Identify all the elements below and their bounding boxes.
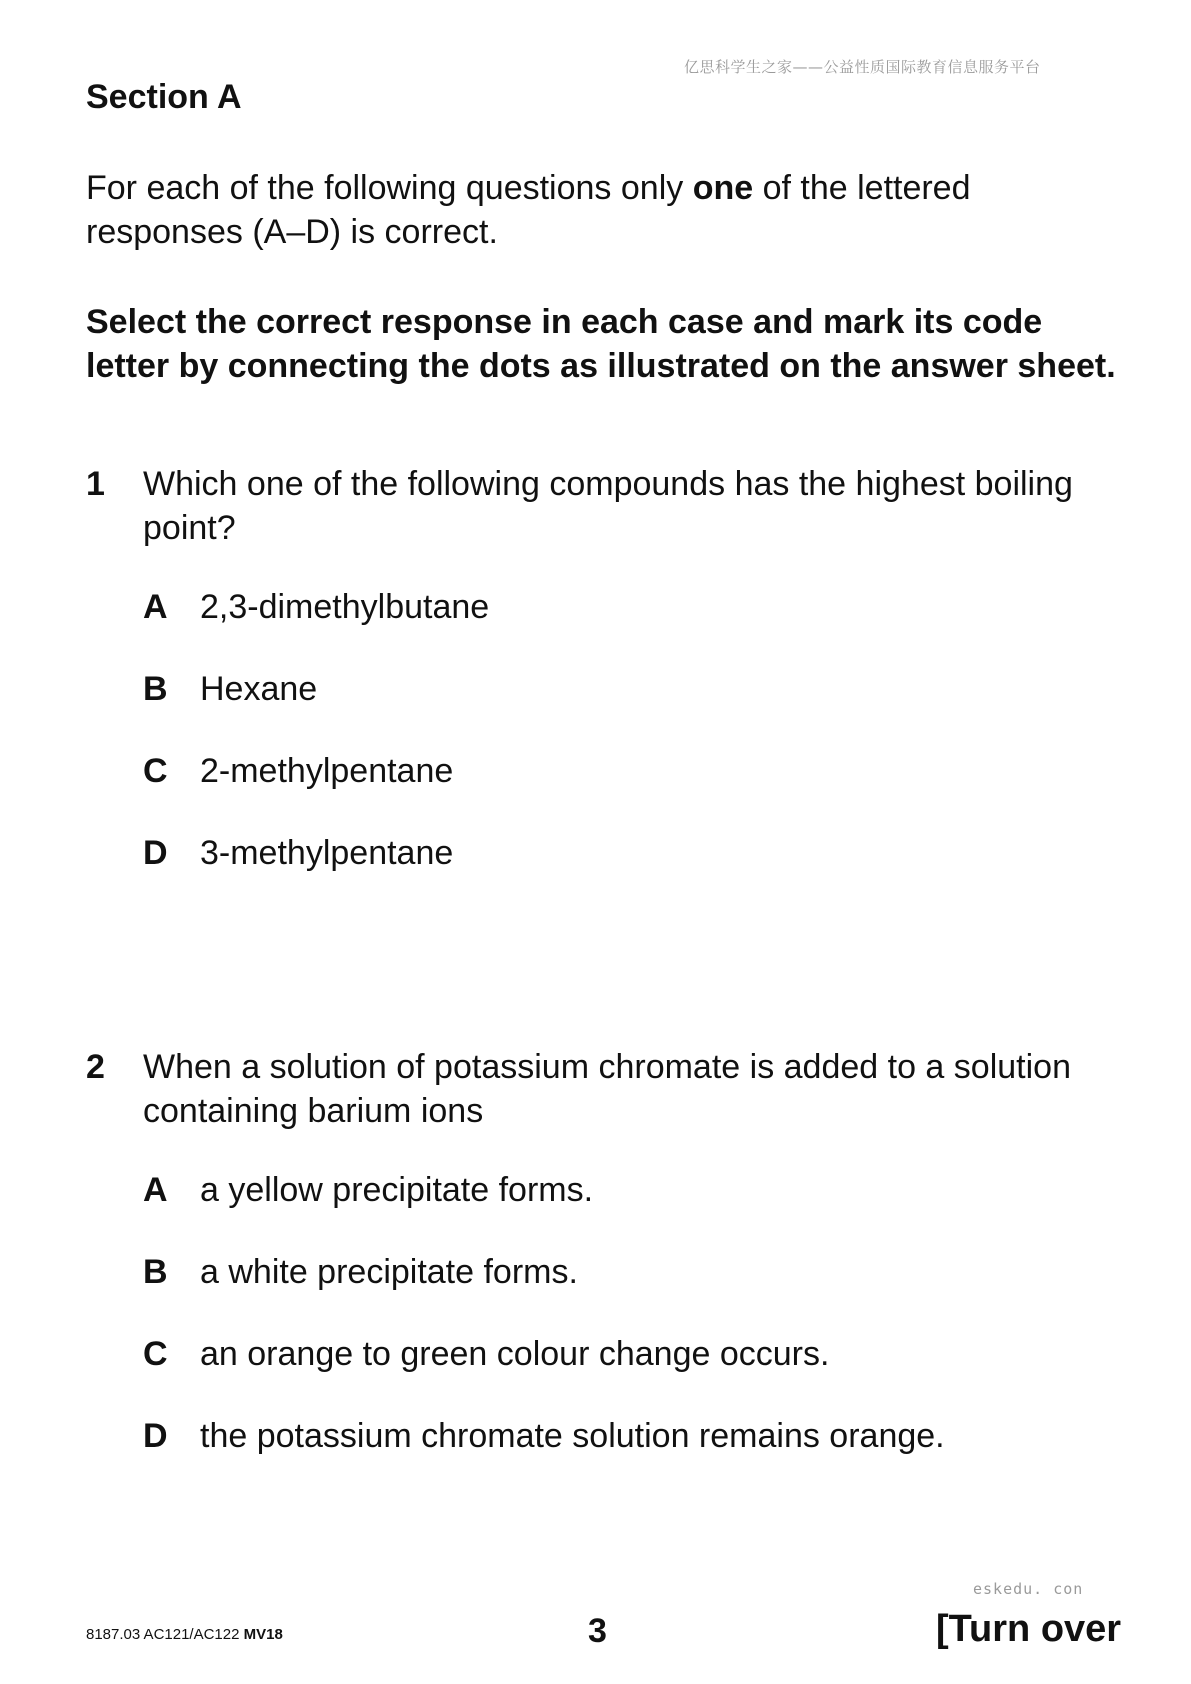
option-d <box>143 831 1123 875</box>
instructions-intro-end: of the lettered responses (A–D) is correct. <box>86 169 971 251</box>
question-number: 2 <box>86 1048 105 1086</box>
option-letter: B <box>143 670 168 708</box>
instructions-answer-method: Select the correct response in each case and mark its code letter by connecting the dots as illustrated on the answer sheet. <box>86 303 1116 385</box>
option-letter: D <box>143 834 168 872</box>
watermark-header: 亿思科学生之家——公益性质国际教育信息服务平台 <box>684 58 1041 76</box>
option-b <box>143 667 1123 711</box>
paper-code-text: 8187.03 AC121/AC122 <box>86 1626 240 1643</box>
option-text: a white precipitate forms. <box>200 1253 578 1291</box>
instructions-emphasis: one <box>692 169 754 207</box>
instructions-intro <box>86 166 1086 254</box>
option-b <box>143 1250 1123 1294</box>
watermark-footer: eskedu. con <box>973 1580 1084 1598</box>
option-text: 2-methylpentane <box>200 752 454 790</box>
option-letter: A <box>143 1171 168 1209</box>
option-a <box>143 1168 1123 1212</box>
paper-code-bold: MV18 <box>243 1626 283 1643</box>
option-c <box>143 749 1123 793</box>
option-letter: D <box>143 1417 168 1455</box>
option-text: 3-methylpentane <box>200 834 454 872</box>
instructions-intro-start: For each of the following questions only <box>86 169 693 207</box>
option-text: an orange to green colour change occurs. <box>200 1335 830 1373</box>
section-title: Section A <box>86 78 242 116</box>
option-c <box>143 1332 1123 1376</box>
option-a <box>143 585 1123 629</box>
option-text: Hexane <box>200 670 318 708</box>
option-text: 2,3-dimethylbutane <box>200 588 490 626</box>
option-letter: C <box>143 1335 168 1373</box>
option-text: a yellow precipitate forms. <box>200 1171 594 1209</box>
turn-over-label: [Turn over <box>936 1608 1122 1650</box>
option-d <box>143 1414 1123 1458</box>
option-letter: A <box>143 588 168 626</box>
question-stem: When a solution of potassium chromate is added to a solution containing barium ions <box>143 1048 1071 1130</box>
question-number: 1 <box>86 465 105 503</box>
page-number: 3 <box>588 1612 607 1650</box>
option-letter: C <box>143 752 168 790</box>
option-text: the potassium chromate solution remains orange. <box>200 1417 945 1455</box>
option-letter: B <box>143 1253 168 1291</box>
paper-code <box>86 1626 283 1643</box>
question-stem: Which one of the following compounds has the highest boiling point? <box>143 465 1073 547</box>
